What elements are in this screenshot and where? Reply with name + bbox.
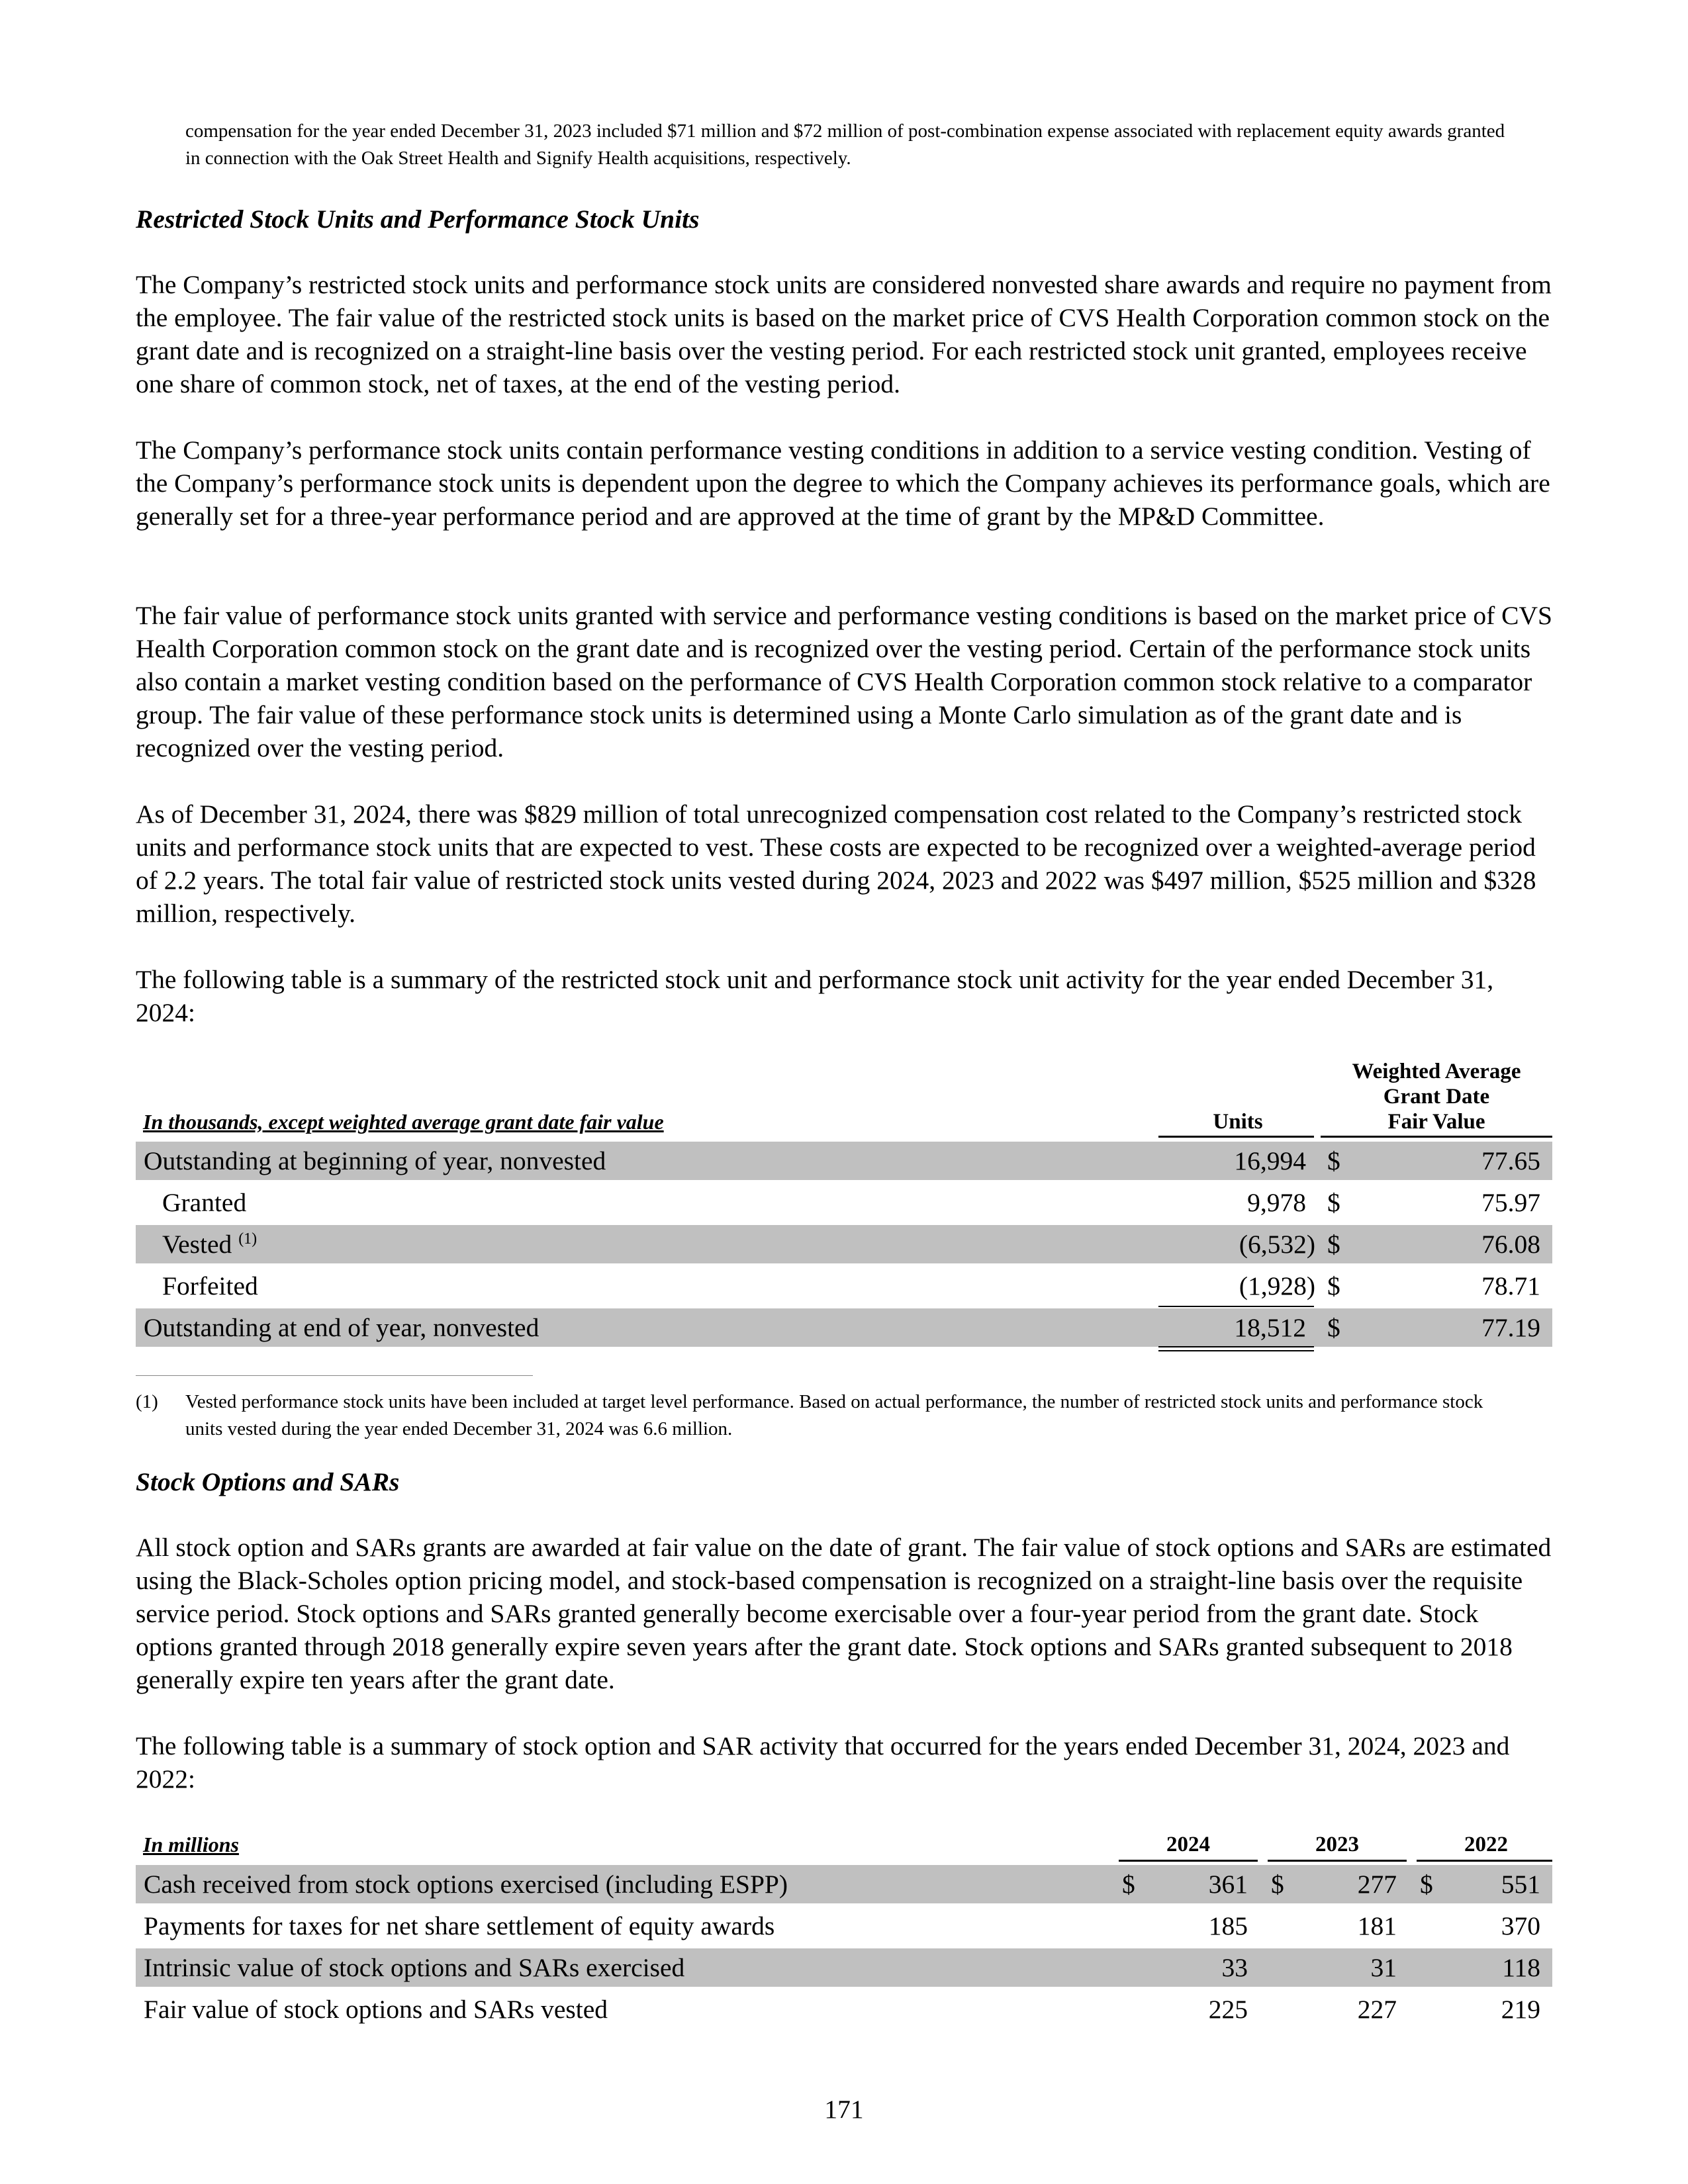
value-2023: 181 [1357,1911,1397,1940]
footnote-separator [136,1375,533,1376]
year-header-2022: 2022 [1464,1833,1508,1856]
year-rule-2022 [1417,1860,1552,1862]
currency-symbol: $ [1327,1188,1340,1217]
table-row [136,1948,1552,1987]
rsu-col-units: Units [1213,1110,1263,1134]
fair-value: 77.19 [1481,1313,1540,1342]
table-row [136,1142,1552,1180]
fair-value: 78.71 [1481,1271,1540,1300]
units-value: 18,512 [1234,1313,1306,1342]
page-number: 171 [824,2095,864,2124]
table-row [136,1907,1552,1945]
rsu-units-header-rule [1158,1136,1314,1138]
options-paragraph-2: The following table is a summary of stock option and SAR activity that occurred for the years ended December 31, 2024, 2023 and 2022: [136,1731,1510,1794]
year-rule-2024 [1119,1860,1258,1862]
footnote-marker: (1) [136,1391,158,1412]
currency-symbol: $ [1420,1870,1433,1899]
currency-symbol: $ [1271,1870,1284,1899]
fair-value: 77.65 [1481,1146,1540,1175]
table-row [136,1308,1552,1347]
value-2023: 277 [1357,1870,1397,1899]
units-value: (1,928) [1239,1271,1315,1300]
row-label: Cash received from stock options exercised (including ESPP) [144,1870,788,1899]
units-total-double-rule-top [1158,1346,1314,1347]
row-label: Outstanding at beginning of year, nonvested [144,1146,606,1175]
value-2024: 33 [1221,1953,1248,1982]
units-subtotal-rule [1158,1306,1314,1307]
year-header-2024: 2024 [1166,1833,1210,1856]
row-label: Fair value of stock options and SARs vested [144,1995,608,2024]
table-row [136,1865,1552,1903]
value-2022: 370 [1501,1911,1540,1940]
rsu-paragraph-4: As of December 31, 2024, there was $829 million of total unrecognized compensation cost related to the Company’s restricted stock units and performance stock units that are expected to vest. These costs are expected to be recognized over a weighted-average period of 2.2 years. The total fair value of restricted stock units vested during 2024, 2023 and 2022 was $497 million, $525 million and $328 million, respectively. [136,799,1536,928]
table-row [136,1990,1552,2028]
units-value: 9,978 [1247,1188,1306,1217]
currency-symbol: $ [1122,1870,1135,1899]
row-label-wrapper [162,1225,257,1263]
value-2023: 31 [1370,1953,1397,1982]
value-2024: 185 [1208,1911,1248,1940]
fair-value: 76.08 [1481,1230,1540,1259]
rsu-table-caption: In thousands, except weighted average grant date fair value [143,1110,664,1134]
year-rule-2023 [1268,1860,1407,1862]
rsu-fv-header-rule [1321,1136,1552,1138]
footnote-text: Vested performance stock units have been included at target level performance. Based on actual performance, the number of restricted stock units and performance stock units vested during the year ended December 31, 2024 was 6.6 million. [185,1391,1483,1439]
row-label: Granted [162,1188,247,1217]
row-label: Intrinsic value of stock options and SARs exercised [144,1953,685,1982]
fair-value: 75.97 [1481,1188,1540,1217]
table-row [136,1267,1552,1305]
row-label: Forfeited [162,1271,258,1300]
rsu-paragraph-3: The fair value of performance stock units granted with service and performance vesting conditions is based on the market price of CVS Health Corporation common stock on the grant date and is recognized over the vesting period. Certain of the performance stock units also contain a market vesting condition based on the performance of CVS Health Corporation common stock relative to a comparator group. The fair value of these performance stock units is determined using a Monte Carlo simulation as of the grant date and is recognized over the vesting period. [136,601,1552,762]
row-label: Vested [162,1230,232,1259]
footnote-marker: (1) [238,1230,258,1248]
rsu-paragraph-5: The following table is a summary of the restricted stock unit and performance stock unit activity for the year ended December 31, 2024: [136,965,1494,1027]
options-paragraph-1: All stock option and SARs grants are awarded at fair value on the date of grant. The fair value of stock options and SARs are estimated using the Black-Scholes option pricing model, and stock-based compensation is recognized on a straight-line basis over the requisite service period. Stock options and SARs granted generally become exercisable over a four-year period from the grant date. Stock options granted through 2018 generally expire seven years after the grant date. Stock options and SARs granted subsequent to 2018 generally expire ten years after the grant date. [136,1533,1552,1694]
value-2022: 551 [1501,1870,1540,1899]
rsu-col-fv-line3: Fair Value [1387,1110,1485,1134]
rsu-section-heading: Restricted Stock Units and Performance Stock Units [136,205,700,234]
options-table-caption: In millions [143,1833,239,1856]
rsu-paragraph-1: The Company’s restricted stock units and performance stock units are considered nonvested share awards and require no payment from the employee. The fair value of the restricted stock units is based on the market price of CVS Health Corporation common stock on the grant date and is recognized on a straight-line basis over the vesting period. For each restricted stock unit granted, employees receive one share of common stock, net of taxes, at the end of the vesting period. [136,270,1552,398]
rsu-paragraph-2: The Company’s performance stock units contain performance vesting conditions in addition to a service vesting condition. Vesting of the Company’s performance stock units is dependent upon the degree to which the Company achieves its performance goals, which are generally set for a three-year performance period and are approved at the time of grant by the MP&D Committee. [136,435,1550,531]
intro-fragment: compensation for the year ended December 31, 2023 included $71 million and $72 million of post-combination expense associated with replacement equity awards granted in connection with the Oak Street Health and Signify Health acquisitions, respectively. [185,120,1505,169]
value-2023: 227 [1357,1995,1397,2024]
rsu-col-fair-value-header [1317,1059,1556,1134]
value-2024: 361 [1208,1870,1248,1899]
row-label: Payments for taxes for net share settlement of equity awards [144,1911,775,1940]
currency-symbol: $ [1327,1230,1340,1259]
currency-symbol: $ [1327,1313,1340,1342]
currency-symbol: $ [1327,1271,1340,1300]
units-value: (6,532) [1239,1230,1315,1259]
units-value: 16,994 [1234,1146,1306,1175]
rsu-col-fv-line1: Weighted Average [1352,1060,1521,1083]
table-row [136,1183,1552,1222]
row-label: Outstanding at end of year, nonvested [144,1313,539,1342]
currency-symbol: $ [1327,1146,1340,1175]
rsu-col-fv-line2: Grant Date [1383,1085,1490,1109]
value-2022: 118 [1502,1953,1540,1982]
value-2022: 219 [1501,1995,1540,2024]
units-total-double-rule-bottom [1158,1350,1314,1351]
options-section-heading: Stock Options and SARs [136,1467,400,1496]
year-header-2023: 2023 [1315,1833,1359,1856]
value-2024: 225 [1208,1995,1248,2024]
table-row [136,1225,1552,1263]
